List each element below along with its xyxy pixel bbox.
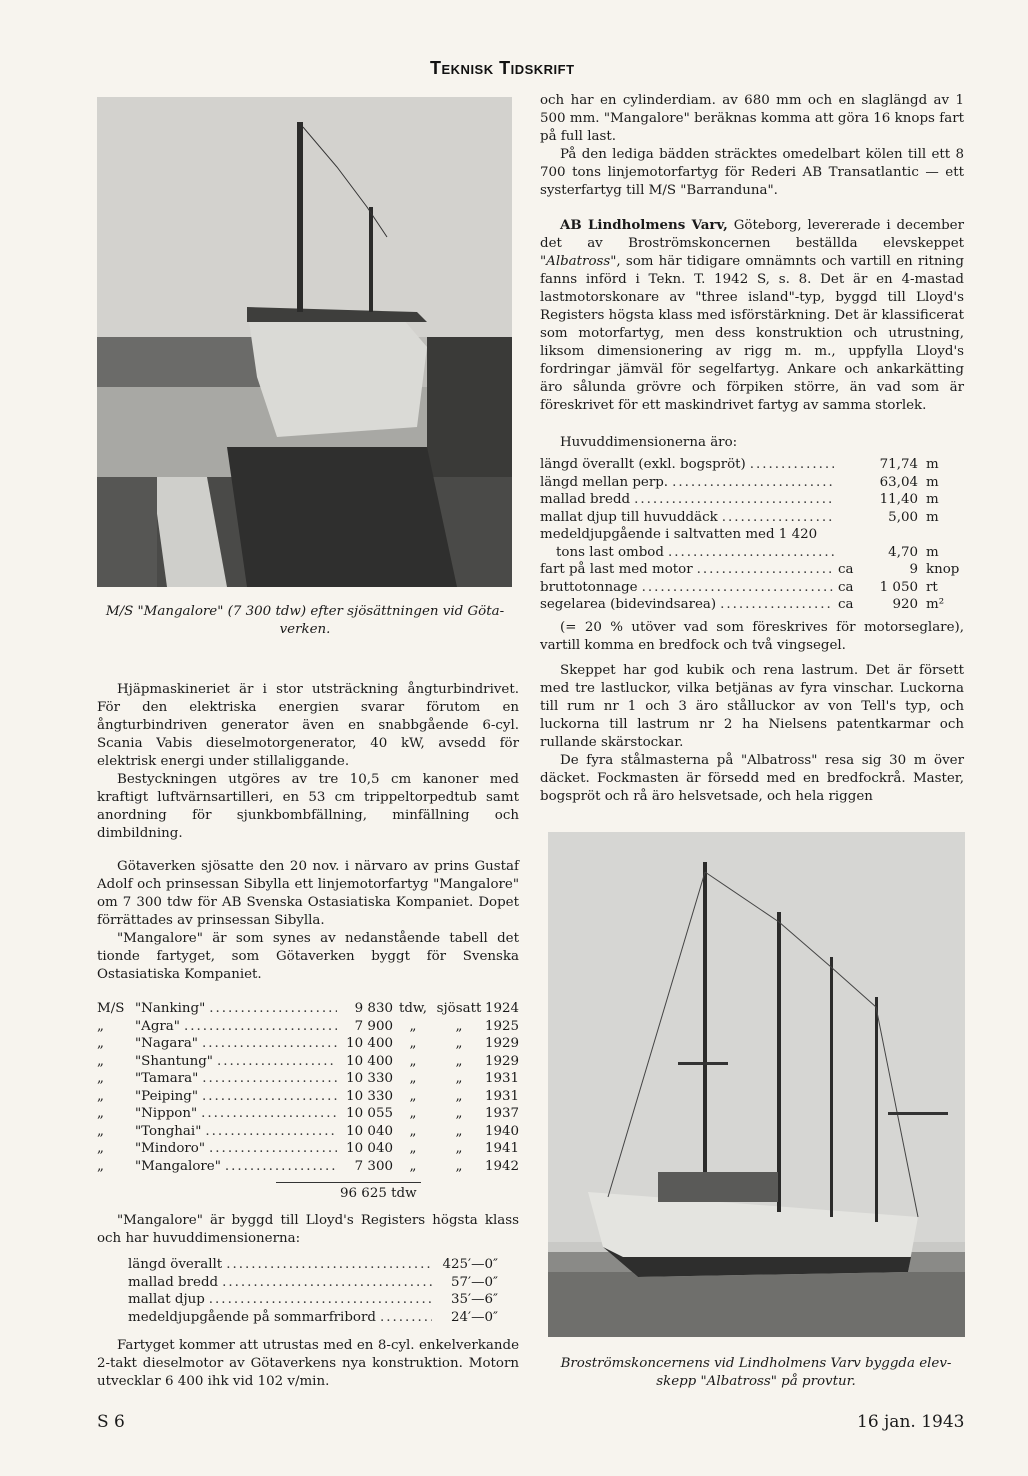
fleet-prefix: „ xyxy=(97,1036,104,1051)
table-row xyxy=(97,1140,519,1158)
fleet-prefix: „ xyxy=(97,1088,104,1104)
fleet-table xyxy=(97,1000,519,1175)
fleet-total-unit: tdw xyxy=(391,1186,417,1201)
fleet-total-value: 96 625 xyxy=(340,1186,387,1201)
left-paragraph-1: Hjäpmaskineriet är i stor utsträckning ångturbindrivet. För den elektriska energien svarar förutom en ångturbindriven generator även en snabbgående 6-cyl. Scania Vabis dieselmotorgenerator, 40 kW, avsedd för elektrisk energi under stillaliggande. xyxy=(97,682,519,769)
list-item xyxy=(128,1256,498,1274)
fleet-unit: „ xyxy=(409,1088,417,1104)
fleet-tdw: 9 830 xyxy=(354,1001,393,1016)
dims-heading: Huvuddimensionerna äro: xyxy=(560,435,738,450)
leader-dots xyxy=(201,1105,337,1123)
dim-label: fart på last med motor xyxy=(540,562,693,577)
dim-label: tons last ombod xyxy=(556,544,664,560)
fleet-ship-name: "Nippon" xyxy=(135,1106,198,1121)
table-row xyxy=(97,1000,519,1018)
fleet-tdw: 10 040 xyxy=(346,1141,393,1156)
albatross-dimensions xyxy=(540,456,964,614)
leader-dots xyxy=(202,1035,337,1053)
fleet-ship-name: "Mindoro" xyxy=(135,1141,206,1156)
leader-dots xyxy=(209,1140,337,1158)
issue-date: 16 jan. 1943 xyxy=(857,1412,965,1432)
fleet-prefix: M/S xyxy=(97,1001,125,1016)
list-item xyxy=(540,456,964,474)
fleet-unit: tdw, xyxy=(398,1001,428,1016)
dim-unit: m xyxy=(926,492,939,507)
dim-label: mallad bredd xyxy=(128,1274,219,1290)
dim-unit: m xyxy=(926,457,939,472)
leader-dots xyxy=(222,1274,432,1292)
dim-value: 920 xyxy=(892,597,918,612)
photo-albatross xyxy=(548,832,965,1337)
fleet-year: 1942 xyxy=(485,1158,520,1174)
leader-dots xyxy=(209,1291,432,1309)
dim-label: längd överallt (exkl. bogspröt) xyxy=(540,457,746,472)
table-row xyxy=(97,1053,519,1071)
fleet-tdw: 10 400 xyxy=(346,1053,393,1069)
dim-unit: m xyxy=(926,544,939,560)
leader-dots xyxy=(205,1123,337,1141)
list-item xyxy=(540,561,964,579)
dim-value: 9 xyxy=(909,562,918,577)
list-item xyxy=(540,491,964,509)
fleet-tdw: 10 040 xyxy=(346,1123,393,1139)
left-paragraph-4: "Mangalore" är som synes av nedanstående tabell det tionde fartyget, som Götaverken byggt för Svenska Ostasiatiska Kompaniet. xyxy=(97,931,519,982)
dim-value: 425′—0″ xyxy=(442,1257,498,1272)
fleet-unit: „ xyxy=(409,1123,417,1139)
dim-unit: m² xyxy=(926,597,945,612)
fleet-verb: „ xyxy=(455,1036,463,1051)
leader-dots xyxy=(225,1158,337,1176)
fleet-verb: „ xyxy=(455,1106,463,1121)
fleet-year: 1925 xyxy=(485,1018,520,1034)
photo1-caption-line1: M/S "Mangalore" (7 300 tdw) efter sjösättningen vid Göta- xyxy=(105,604,505,619)
leader-dots xyxy=(202,1088,337,1106)
fleet-year: 1940 xyxy=(485,1123,520,1139)
fleet-verb: „ xyxy=(455,1088,463,1104)
leader-dots xyxy=(209,1000,337,1018)
list-item xyxy=(540,509,964,527)
fleet-year: 1929 xyxy=(485,1036,520,1051)
fleet-ship-name: "Shantung" xyxy=(135,1053,213,1069)
mangalore-dimensions xyxy=(128,1256,498,1326)
leader-dots xyxy=(672,474,834,492)
albatross-photo-illustration xyxy=(548,832,965,1337)
fleet-verb: „ xyxy=(455,1158,463,1174)
right-paragraph-3 xyxy=(540,216,964,415)
dim-unit: m xyxy=(926,474,939,490)
fleet-year: 1931 xyxy=(485,1071,520,1086)
right-paragraph-1: och har en cylinderdiam. av 680 mm och en slaglängd av 1 500 mm. "Mangalore" beräknas komma att göra 16 knops fart på full last. xyxy=(540,93,964,144)
fleet-unit: „ xyxy=(409,1053,417,1069)
list-item xyxy=(128,1274,498,1292)
list-item xyxy=(540,544,964,562)
fleet-verb: „ xyxy=(455,1053,463,1069)
dim-unit: rt xyxy=(926,579,938,595)
fleet-tdw: 10 400 xyxy=(346,1036,393,1051)
dim-label: längd överallt xyxy=(128,1257,223,1272)
photo1-caption-line2: verken. xyxy=(279,622,331,637)
fleet-tdw: 7 300 xyxy=(354,1158,393,1174)
leader-dots xyxy=(697,561,834,579)
fleet-ship-name: "Nanking" xyxy=(135,1001,206,1016)
dim-value: 71,74 xyxy=(879,457,918,472)
photo-mangalore-launch xyxy=(97,97,512,587)
masthead: Teknisk Tidskrift xyxy=(430,58,575,78)
dim-value: 57′—0″ xyxy=(451,1274,498,1290)
dim-label: medeldjupgående på sommarfribord xyxy=(128,1309,376,1325)
fleet-total xyxy=(340,1185,417,1203)
dim-approx: ca xyxy=(838,597,854,612)
dim-label: mallat djup till huvuddäck xyxy=(540,509,718,525)
right-paragraph-3-a: Göteborg, levererade i december det av Broströmskoncernen beställda elevskeppet xyxy=(540,218,964,251)
fleet-prefix: „ xyxy=(97,1123,104,1139)
dim-value: 4,70 xyxy=(888,544,918,560)
leader-dots xyxy=(184,1018,337,1036)
table-row xyxy=(97,1123,519,1141)
page-number: S 6 xyxy=(97,1412,125,1432)
left-paragraph-2: Bestyckningen utgöres av tre 10,5 cm kanoner med kraftigt luftvärnsartilleri, en 53 cm trippeltorpedtub samt anordning för sjunkbombfällning, minfällning och dimbildning. xyxy=(97,772,519,841)
fleet-unit: „ xyxy=(409,1071,417,1086)
photo2-caption-line1: Broströmskoncernens vid Lindholmens Varv byggda elev- xyxy=(560,1356,952,1371)
fleet-verb: „ xyxy=(455,1123,463,1139)
dim-approx: ca xyxy=(838,579,854,595)
fleet-verb: „ xyxy=(455,1071,463,1086)
fleet-year: 1924 xyxy=(485,1001,520,1016)
fleet-verb: „ xyxy=(455,1141,463,1156)
leader-dots xyxy=(668,544,834,562)
right-paragraph-5: De fyra stålmasterna på "Albatross" resa sig 30 m över däcket. Fockmasten är försedd med en bredfockrå. Master, bogspröt och rå äro helsvetsade, och hela riggen xyxy=(540,753,964,804)
fleet-ship-name: "Peiping" xyxy=(135,1088,198,1104)
fleet-prefix: „ xyxy=(97,1018,104,1034)
fleet-prefix: „ xyxy=(97,1141,104,1156)
list-item xyxy=(540,579,964,597)
right-paragraph-4: Skeppet har god kubik och rena lastrum. Det är försett med tre lastluckor, vilka betjänas av fyra vinschar. Luckorna till rum nr 1 och 3 äro stålluckor av von Tell's typ, och luckorna till lastrum nr 2 ha Nielsens patentkarmar och rullande skärstockar. xyxy=(540,663,964,750)
fleet-ship-name: "Tonghai" xyxy=(135,1123,202,1139)
list-item xyxy=(128,1291,498,1309)
dim-label: bruttotonnage xyxy=(540,579,638,595)
table-row xyxy=(97,1035,519,1053)
fleet-ship-name: "Mangalore" xyxy=(135,1158,221,1174)
photo2-caption-line2: skepp "Albatross" på provtur. xyxy=(656,1374,856,1389)
list-item xyxy=(128,1309,498,1327)
dim-value: 63,04 xyxy=(879,474,918,490)
fleet-year: 1937 xyxy=(485,1106,520,1121)
leader-dots xyxy=(217,1053,337,1071)
table-row xyxy=(97,1018,519,1036)
fleet-prefix: „ xyxy=(97,1053,104,1069)
fleet-prefix: „ xyxy=(97,1071,104,1086)
leader-dots xyxy=(202,1070,337,1088)
dim-value: 11,40 xyxy=(879,492,918,507)
dims-note: (= 20 % utöver vad som föreskrives för motorseglare), vartill komma en bredfock och två vingsegel. xyxy=(540,620,964,653)
fleet-unit: „ xyxy=(409,1141,417,1156)
left-paragraph-3: Götaverken sjösatte den 20 nov. i närvaro av prins Gustaf Adolf och prinsessan Sibylla ett linjemotorfartyg "Mangalore" om 7 300 tdw för AB Svenska Ostasiatiska Kompaniet. Dopet förrättades av prinsessan Sibylla. xyxy=(97,859,519,928)
right-paragraph-2: På den lediga bädden sträcktes omedelbart kölen till ett 8 700 tons linjemotorfartyg för Rederi AB Transatlantic — ett systerfartyg till M/S "Barranduna". xyxy=(540,147,964,198)
fleet-year: 1931 xyxy=(485,1088,520,1104)
dim-unit: m xyxy=(926,509,939,525)
dim-label: mallad bredd xyxy=(540,492,631,507)
company-name: AB Lindholmens Varv, xyxy=(560,217,728,233)
leader-dots xyxy=(750,456,834,474)
left-paragraph-5: "Mangalore" är byggd till Lloyd's Registers högsta klass och har huvuddimensionerna: xyxy=(97,1213,519,1246)
fleet-unit: „ xyxy=(409,1106,417,1121)
leader-dots xyxy=(634,491,834,509)
leader-dots xyxy=(642,579,834,597)
launch-photo-illustration xyxy=(97,97,512,587)
fleet-year: 1929 xyxy=(485,1053,520,1069)
dim-value: 24′—0″ xyxy=(451,1309,498,1325)
fleet-tdw: 7 900 xyxy=(354,1018,393,1034)
leader-dots xyxy=(380,1309,432,1327)
leader-dots xyxy=(722,509,834,527)
dim-label: segelarea (bidevindsarea) xyxy=(540,597,717,612)
dims-middle-line: medeldjupgående i saltvatten med 1 420 xyxy=(540,527,818,542)
dim-value: 5,00 xyxy=(888,509,918,525)
dim-value: 35′—6″ xyxy=(451,1292,498,1307)
ship-name-albatross: "Albatross" xyxy=(540,254,617,269)
table-row xyxy=(97,1158,519,1176)
dim-label: längd mellan perp. xyxy=(540,474,669,490)
table-row xyxy=(97,1105,519,1123)
leader-dots xyxy=(720,596,834,614)
dim-approx: ca xyxy=(838,562,854,577)
table-row xyxy=(97,1070,519,1088)
right-paragraph-3-b: , som här tidigare omnämnts och vartill en ritning fanns införd i Tekn. T. 1942 S, s. 8. Det är en 4-mastad lastmotorskonare av "three island"-typ, byggd till Lloyd's Registers högsta klass med isförstärkning. Det är klassificerat som motorfartyg, men dess konstruktion och utrustning, liksom dimensionering av rigg m. m., uppfylla Lloyd's fordringar jämväl för segelfartyg. Ankare och ankarkätting äro sålunda grövre och förpiken större, än vad som är föreskrivet för ett maskindrivet fartyg av samma storlek. xyxy=(540,254,964,413)
table-row xyxy=(97,1088,519,1106)
fleet-tdw: 10 330 xyxy=(346,1071,393,1086)
list-item xyxy=(540,596,964,614)
dim-label: mallat djup xyxy=(128,1292,205,1307)
fleet-prefix: „ xyxy=(97,1158,104,1174)
total-rule xyxy=(276,1182,421,1183)
fleet-unit: „ xyxy=(409,1036,417,1051)
list-item xyxy=(540,474,964,492)
fleet-tdw: 10 055 xyxy=(346,1106,393,1121)
left-paragraph-6: Fartyget kommer att utrustas med en 8-cyl. enkelverkande 2-takt dieselmotor av Götaverkens nya konstruktion. Motorn utvecklar 6 400 ihk vid 102 v/min. xyxy=(97,1338,519,1389)
fleet-unit: „ xyxy=(409,1158,417,1174)
fleet-ship-name: "Nagara" xyxy=(135,1036,198,1051)
fleet-ship-name: "Agra" xyxy=(135,1018,180,1034)
dim-unit: knop xyxy=(926,562,960,577)
fleet-tdw: 10 330 xyxy=(346,1088,393,1104)
fleet-unit: „ xyxy=(409,1018,417,1034)
dim-value: 1 050 xyxy=(879,579,918,595)
fleet-year: 1941 xyxy=(485,1141,520,1156)
leader-dots xyxy=(226,1256,432,1274)
fleet-ship-name: "Tamara" xyxy=(135,1071,199,1086)
fleet-verb: sjösatt xyxy=(436,1001,482,1016)
fleet-verb: „ xyxy=(455,1018,463,1034)
fleet-prefix: „ xyxy=(97,1106,104,1121)
